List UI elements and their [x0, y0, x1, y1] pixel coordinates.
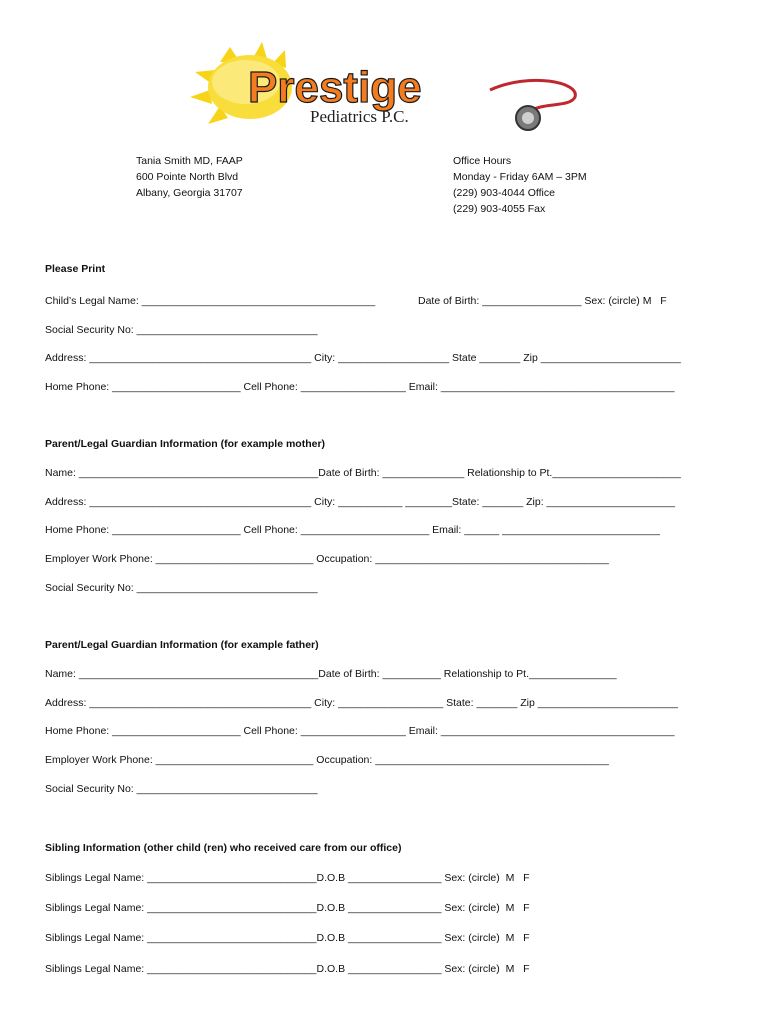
mother-address-field[interactable]: Address: ______________________________________ City: ___________ ________State: _______ Zip: ______________________ — [45, 496, 675, 508]
logo-tagline: Pediatrics P.C. — [310, 107, 409, 126]
sun-stethoscope-logo-icon — [190, 42, 585, 132]
father-employer-field[interactable]: Employer Work Phone: ___________________________ Occupation: ________________________________________ — [45, 754, 609, 766]
office-fax: (229) 903-4055 Fax — [453, 203, 546, 215]
child-address-field[interactable]: Address: ______________________________________ City: ___________________ State _______ Zip ________________________ — [45, 352, 681, 364]
sibling-row[interactable]: Siblings Legal Name: _____________________________D.O.B ________________ Sex: (circle) M F — [45, 872, 530, 884]
mother-ssn-field[interactable]: Social Security No: _______________________________ — [45, 582, 318, 594]
practice-city: Albany, Georgia 31707 — [136, 187, 243, 199]
sibling-row[interactable]: Siblings Legal Name: _____________________________D.O.B ________________ Sex: (circle) M F — [45, 932, 530, 944]
please-print-heading: Please Print — [45, 263, 106, 275]
sibling-section-heading: Sibling Information (other child (ren) who received care from our office) — [45, 842, 402, 854]
mother-phone-field[interactable]: Home Phone: ______________________ Cell Phone: ______________________ Email: ______ ___________________________ — [45, 524, 660, 536]
mother-name-field[interactable]: Name: _________________________________________Date of Birth: ______________ Relationship to Pt.______________________ — [45, 467, 681, 479]
sibling-row[interactable]: Siblings Legal Name: _____________________________D.O.B ________________ Sex: (circle) M F — [45, 963, 530, 975]
child-phone-field[interactable]: Home Phone: ______________________ Cell Phone: __________________ Email: ________________________________________ — [45, 381, 675, 393]
father-section-heading: Parent/Legal Guardian Information (for example father) — [45, 639, 319, 651]
office-hours: Monday - Friday 6AM – 3PM — [453, 171, 587, 183]
sibling-row[interactable]: Siblings Legal Name: _____________________________D.O.B ________________ Sex: (circle) M F — [45, 902, 530, 914]
practice-logo — [190, 42, 585, 132]
mother-section-heading: Parent/Legal Guardian Information (for example mother) — [45, 438, 326, 450]
child-dob-sex-field[interactable]: Date of Birth: _________________ Sex: (circle) M F — [418, 295, 667, 307]
child-name-field[interactable]: Child’s Legal Name: ________________________________________ — [45, 295, 376, 307]
practice-street: 600 Pointe North Blvd — [136, 171, 239, 183]
doctor-name: Tania Smith MD, FAAP — [136, 155, 243, 167]
father-ssn-field[interactable]: Social Security No: _______________________________ — [45, 783, 318, 795]
father-phone-field[interactable]: Home Phone: ______________________ Cell Phone: __________________ Email: ________________________________________ — [45, 725, 675, 737]
mother-employer-field[interactable]: Employer Work Phone: ___________________________ Occupation: ________________________________________ — [45, 553, 609, 565]
office-phone: (229) 903-4044 Office — [453, 187, 555, 199]
child-ssn-field[interactable]: Social Security No: _______________________________ — [45, 324, 318, 336]
father-name-field[interactable]: Name: _________________________________________Date of Birth: __________ Relationship to Pt._______________ — [45, 668, 617, 680]
father-address-field[interactable]: Address: ______________________________________ City: __________________ State: _______ Zip ________________________ — [45, 697, 678, 709]
office-hours-title: Office Hours — [453, 155, 512, 167]
logo-wordmark: Prestige — [248, 63, 422, 112]
